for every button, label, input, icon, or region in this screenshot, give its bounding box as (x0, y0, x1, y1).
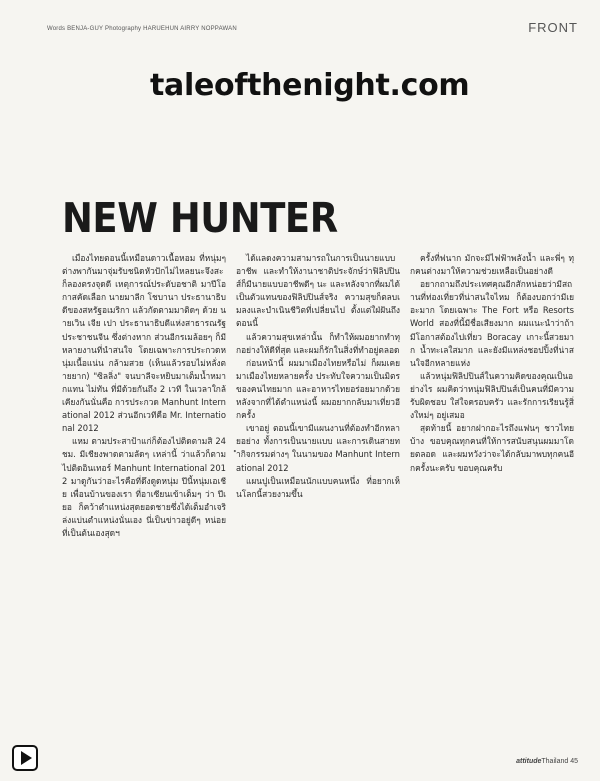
page-number: 45 (570, 758, 578, 765)
watermark-url: taleofthenight.com (150, 68, 470, 103)
magazine-brand: attitude (516, 758, 542, 765)
paragraph: ได้แลดงความสามารถในการเป็นนายแบบอาชีพ และทำให้งานาชาติประจักษ์ว่าฟิลิปปินส์ก็มีนายแบบอาชีพดีๆ นะ และหลังจากที่ผมได้เป็นตัวแทนของฟิลิปปินส์จริง ความสุขก็ตลบเมลงและบำเนินชีวิตที่เปลี่ยนไป ตั้งแต่ใฝ่ฝันถึงตอนนี้ (236, 253, 400, 329)
play-button[interactable] (12, 745, 38, 771)
play-icon (21, 751, 32, 765)
paragraph: แล้วความสุขเหล่านั้น ก็ทำให้ผมอยากทำทุกอย่างให้ดีที่สุด และผมก็รักในสิ่งที่ทำอยู่ตลอด (236, 331, 400, 355)
paragraph: สุดท้ายนี้ อยากฝากอะไรถึงแฟนๆ ชาวไทยบ้าง ขอบคุณทุกคนที่ให้การสนับสนุนผมมาโดยตลอด และผมหวังว่าจะได้กลับมาพบทุกคนอีกครั้งนะครับ ขอบคุณครับ (410, 423, 574, 473)
paragraph: ก่อนหน้านี้ ผมมาเมืองไทยหรือไม่ ก็ผมเคยมาเมืองไทยหลายครั้ง ประทับใจความเป็นมิตรของคนไทยมาก และอาหารไทยอร่อยมากด้วย หลังจากที่ได้ตำแหน่งนี้ ผมอยากกลับมาเที่ยวอีกครั้ง (236, 357, 400, 421)
paragraph: แล้วหนุ่มฟิลิปปินส์ในความคิดของคุณเป็นอย่างไร ผมคิดว่าหนุ่มฟิลิปปินส์เป็นคนที่มีความรับผิดชอบ ใส่ใจครอบครัว และรักการเรียนรู้สิ่งใหม่ๆ อยู่เสมอ (410, 370, 574, 421)
page-footer (516, 758, 578, 765)
paragraph: ครั้งที่ฟนาก มักจะมีไฟฟ้าพลังน้ำ และพี่ๆ ทุกคนต่างมาให้ความช่วยเหลือเป็นอย่างดี (410, 253, 574, 277)
article-column-1 (62, 252, 226, 540)
article-body (62, 252, 574, 540)
paragraph: อยากถามถึงประเทศคุณอีกสักหน่อยว่ามีสถานที่ท่องเที่ยวที่น่าสนใจไหม ก็ต้องบอกว่ามีเยอะมาก โดยเฉพาะ The Fort หรือ Resorts World สองที่นี้มีชื่อเสียงมาก ผมแนะนำว่าถ้ามีโอกาสต้องไปเที่ยว Boracay เกาะนี้สวยมาก น้ำทะเลใสมาก และยังมีแหล่งชอปปิ้งที่น่าสนใจอีกหลายแห่ง (410, 279, 574, 368)
paragraph: เขาอยู่ ตอนนี้เขามีแผนงานที่ต้องทำอีกหลายอย่าง ทั้งการเป็นนายแบบ และการเดินสายทำกิจกรรมต่างๆ ในนามของ Manhunt International 2012 (236, 423, 400, 473)
paragraph: เมืองไทยตอนนี้เหมือนดาวเนื้อหอม ที่หนุ่มๆ ต่างพากันมาจุ่มรับชนิดหัวปักไม่ไหลยนะจึงสะ ก็ลองตรงจุดดี เหตุการณ์ประดับอชาติ มาปีโอกาสคัดเลือก นายมาลีก โชบานา ประธานาธิบดีของสหรัฐอเมริกา แล้วกัดตามมาติดๆ ด้วย นายเวิน เจีย เปา ประธานาธิบดีแห่งสาธารณรัฐประชาชนจีน ซึ่งต่างหาก ส่วนอีกรเมล้อยๆ ก็มีหลายงานที่นำสนใจ โดยเฉพาะการประกวดหนุ่มเนื้อแน่น กล้ามสวย (เห็นแล้วรอบไม่หลั่งตายยาก) "ซิลลิ่ง" จนบาลีจะหยิบมาเต็มน้ำหมากแทน ไม่ทัน ที่มีด้วยกันถึง 2 เวที ในเวลาใกล้เคียงกันนั่นคือ การประกวด Manhunt International 2012 ส่วนอีกเวทีคือ Mr. International 2012 (62, 253, 226, 434)
headline: NEW HUNTER (62, 194, 338, 242)
paragraph: แผนปูเป็นเหมือนนักแบบคนหนึ่ง ที่อยากเห็นโลกนี้สวยงามขึ้น (236, 475, 400, 499)
photo-credits: Words BENJA-GUY Photography HARUEHUN AIRRY NOPPAWAN (47, 26, 237, 32)
magazine-edition: Thailand (541, 758, 569, 765)
paragraph: แหม ตามประสาป้าแก่ก็ต้องไปติดตามสิ 24 ชม. มีเชียงพาดตามลัดๆ เหล่านี้ ว่าแล้วก็ตามไปติดอินเทอร์ Manhunt International 2012 มาดูกันว่าอะไรคือที่ดึงดูดหนุ่ม ปีนี้หนุ่มเอเชีย เพื่อนบ้านของเรา ที่อาเซียนเข้าเต็มๆ ว่า ปีเยอ ก็คว้าตำแหน่งสุดยอดชายซึ่งได้เต็มอำเจริ ล่งแบ่นตำแหน่งนั่นเอง นี่เป็นข่าวอยู่ดีๆ หน่อยที่เป็นต้นเองสุดฯ (62, 436, 226, 538)
section-label: FRONT (528, 20, 578, 35)
article-column-3 (410, 252, 574, 540)
article-column-2 (236, 252, 400, 540)
